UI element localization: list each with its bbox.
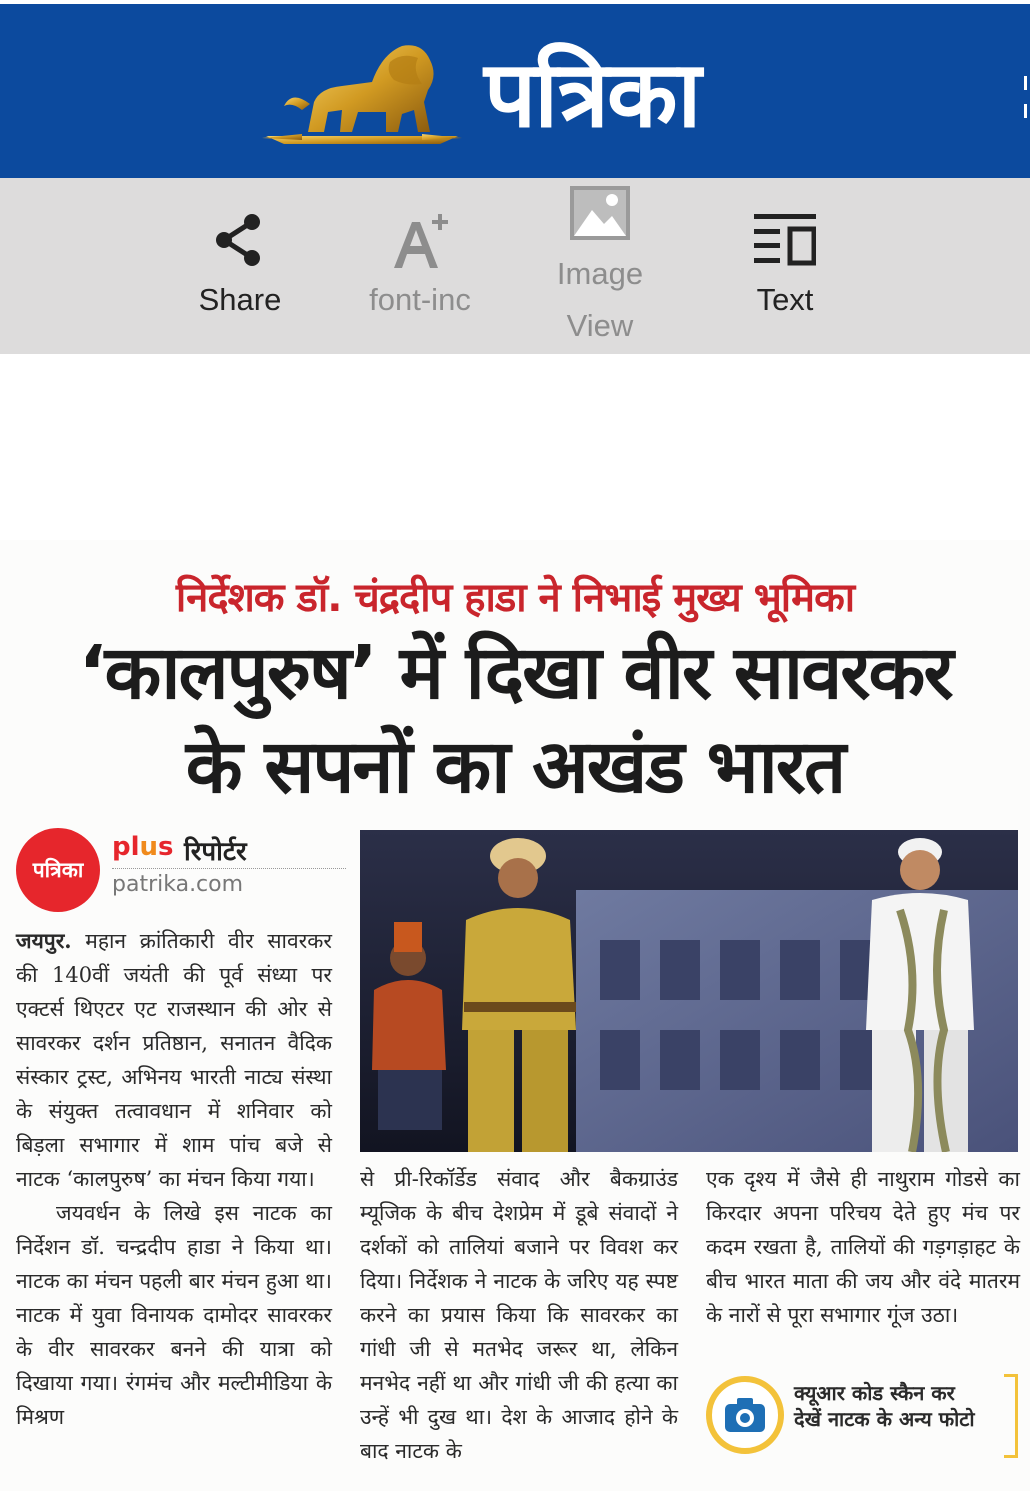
image-view-label-line2: View: [566, 308, 634, 343]
article-column-2: से प्री-रिकॉर्डेड संवाद और बैकग्राउंड म्यूजिक के बीच देशप्रेम में डूबे संवादों ने दर्शकों को तालियां बजाने पर विवश कर दिया। निर्देशक ने नाटक के जरिए यह स्पष्ट करने का प्रयास किया कि सावरकर का गांधी जी से मतभेद जरूर था, लेकिन मनभेद नहीं था और गांधी जी की हत्या का उन्हें भी दुख था। देश के आजाद होने के बाद नाटक के: [360, 1167, 678, 1463]
article-column-3: एक दृश्य में जैसे ही नाथुराम गोडसे का किरदार अपना परिचय देते हुए मंच पर कदम रखता है, तालियों की गड़गड़ाहट के बीच भारत माता की जय और वंदे मातरम के नारों से पूरा सभागार गूंज उठा।: [706, 1167, 1020, 1327]
dateline: जयपुर.: [16, 928, 72, 953]
patrika-badge: पत्रिका: [16, 828, 100, 912]
qr-callout: [706, 1374, 1018, 1458]
paragraph-1: महान क्रांतिकारी वीर सावरकर की 140वीं जयंती की पूर्व संध्या पर एक्टर्स थिएटर एट राजस्थान की ओर से सावरकर दर्शन प्रतिष्ठान, सनातन वैदिक संस्कार ट्रस्ट, अभिनय भारती नाट्य संस्था के संयुक्त तत्वावधान में शनिवार को बिड़ला सभागार में शाम पांच बजे से नाटक ‘कालपुरुष’ का मंचन किया गया।: [16, 929, 332, 1191]
site-label: patrika.com: [112, 872, 244, 897]
text-label: Text: [756, 282, 814, 317]
font-inc-label: font-inc: [369, 282, 471, 317]
share-icon: [212, 212, 268, 268]
qr-line-1: क्यूआर कोड स्कैन कर: [794, 1381, 955, 1405]
image-icon: [570, 186, 630, 240]
article-photo: [360, 830, 1018, 1152]
qr-bracket: [1004, 1374, 1018, 1458]
text-view-icon: [754, 212, 816, 266]
article-toolbar: [0, 178, 1030, 354]
qr-camera-badge: [706, 1376, 784, 1454]
image-view-label-line1: Image: [556, 256, 644, 291]
article-headline: [0, 626, 1030, 814]
image-view-button[interactable]: [530, 178, 670, 354]
newspaper-clipping: [0, 540, 1030, 1491]
paragraph-2: जयवर्धन के लिखे इस नाटक का निर्देशन डॉ. चन्द्रदीप हाडा ने किया था। नाटक का मंचन पहली बार मंचन हुआ था। नाटक में युवा विनायक दामोदर सावरकर के वीर सावरकर बनने की यात्रा को दिखाया गया। रंगमंच और मल्टीमीडिया के मिश्रण: [16, 1201, 332, 1429]
share-label: Share: [198, 282, 282, 317]
headline-line-1: ‘कालपुरुष’ में दिखा वीर सावरकर: [78, 630, 952, 716]
camera-icon: [725, 1398, 765, 1432]
qr-line-2: देखें नाटक के अन्य फोटो: [794, 1407, 975, 1431]
logo-wordmark: पत्रिका: [484, 41, 700, 148]
edge-chevron-icon: [1022, 76, 1028, 118]
text-view-button[interactable]: [715, 178, 855, 354]
qr-text: [794, 1380, 1014, 1432]
app-header: [0, 0, 1030, 178]
article-kicker: निर्देशक डॉ. चंद्रदीप हाडा ने निभाई मुख्य भूमिका: [175, 575, 855, 621]
byline-divider: [112, 868, 346, 869]
reporter-label: रिपोर्टर: [184, 837, 247, 867]
headline-line-2: के सपनों का अखंड भारत: [185, 724, 845, 810]
patrika-logo[interactable]: [262, 34, 772, 154]
byline: [16, 828, 346, 912]
plus-brand: plus: [112, 832, 174, 862]
lion-emblem-icon: [262, 40, 462, 150]
share-button[interactable]: [170, 178, 310, 354]
font-increase-button[interactable]: [345, 178, 495, 354]
font-increase-icon: [390, 212, 450, 272]
article-column-1: [16, 924, 332, 1434]
